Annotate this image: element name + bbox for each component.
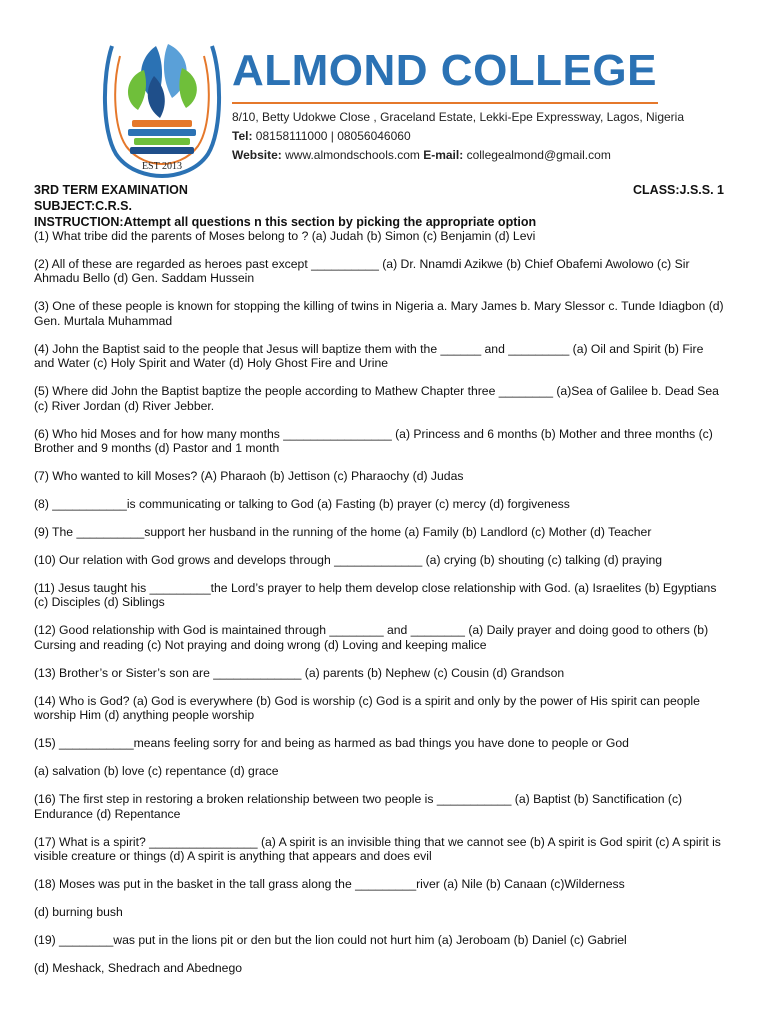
telephone-line <box>232 129 411 143</box>
question: (19) ________was put in the lions pit or den but the lion could not hurt him (a) Jeroboam (b) Daniel (c) Gabriel <box>34 933 627 948</box>
college-logo <box>98 36 226 178</box>
question: (3) One of these people is known for stopping the killing of twins in Nigeria a. Mary James b. Mary Slessor c. Tunde Idiagbon (d) Gen. Murtala Muhammad <box>34 299 724 328</box>
divider <box>232 102 658 104</box>
exam-heading <box>34 182 724 230</box>
est-year: EST 2013 <box>141 161 183 172</box>
question: (13) Brother’s or Sister’s son are _____________ (a) parents (b) Nephew (c) Cousin (d) Grandson <box>34 665 565 680</box>
question: (11) Jesus taught his _________the Lord’s prayer to help them develop close relationship with God. (a) Israelites (b) Egyptians (c) Disciples (d) Siblings <box>34 581 717 610</box>
question-list <box>34 229 724 989</box>
question: (18) Moses was put in the basket in the tall grass along the _________river (a) Nile (b) Canaan (c)Wilderness <box>34 877 625 892</box>
website: www.almondschools.com <box>285 148 420 162</box>
question: (15) ___________means feeling sorry for and being as harmed as bad things you have done to people or God <box>34 736 629 751</box>
question: (8) ___________is communicating or talking to God (a) Fasting (b) prayer (c) mercy (d) forgiveness <box>34 497 570 512</box>
question-options: (d) Meshack, Shedrach and Abednego <box>34 961 243 976</box>
subject-label: SUBJECT:C.R.S. <box>34 199 132 213</box>
tel-numbers: 08158111000 | 08056046060 <box>255 129 411 143</box>
school-header <box>98 28 684 180</box>
address: 8/10, Betty Udokwe Close , Graceland Estate, Lekki-Epe Expressway, Lagos, Nigeria <box>232 110 684 124</box>
contact-line <box>232 148 611 162</box>
question: (5) Where did John the Baptist baptize the people according to Mathew Chapter three ________ (a)Sea of Galilee b. Dead Sea (c) River Jordan (d) River Jebber. <box>34 384 719 413</box>
question: (6) Who hid Moses and for how many months ________________ (a) Princess and 6 months (b) Mother and three months (c) Brother and 9 months (d) Pastor and 1 month <box>34 426 713 456</box>
question: (9) The __________support her husband in the running of the home (a) Family (b) Landlord (c) Mother (d) Teacher <box>34 525 652 540</box>
question: (7) Who wanted to kill Moses? (A) Pharaoh (b) Jettison (c) Pharaochy (d) Judas <box>34 469 464 484</box>
email: collegealmond@gmail.com <box>466 148 611 162</box>
website-label: Website: <box>232 148 282 162</box>
question-options: (a) salvation (b) love (c) repentance (d) grace <box>34 764 279 779</box>
question: (16) The first step in restoring a broken relationship between two people is ___________ (a) Baptist (b) Sanctification (c) Endurance (d) Repentance <box>34 792 683 821</box>
question-options: (d) burning bush <box>34 905 123 920</box>
question: (1) What tribe did the parents of Moses belong to ? (a) Judah (b) Simon (c) Benjamin (d) Levi <box>34 229 536 243</box>
question: (14) Who is God? (a) God is everywhere (b) God is worship (c) God is a spirit and only by the power of His spirit can people worship Him (d) anything people worship <box>34 693 700 723</box>
college-name: ALMOND COLLEGE <box>232 46 657 95</box>
question: (2) All of these are regarded as heroes past except __________ (a) Dr. Nnamdi Azikwe (b) Chief Obafemi Awolowo (c) Sir Ahmadu Bello (d) Gen. Saddam Hussein <box>34 257 690 286</box>
class-label: CLASS:J.S.S. 1 <box>633 183 724 197</box>
question: (4) John the Baptist said to the people that Jesus will baptize them with the ______ and _________ (a) Oil and Spirit (b) Fire and Water (c) Holy Spirit and Water (d) Holy Ghost Fire and Urine <box>34 341 704 371</box>
instruction: INSTRUCTION:Attempt all questions n this section by picking the appropriate option <box>34 215 537 229</box>
question: (12) Good relationship with God is maintained through ________ and ________ (a) Daily prayer and doing good to others (b) Cursing and reading (c) Not praying and doing wrong (d) Loving and keeping malice <box>34 623 709 652</box>
question: (17) What is a spirit? ________________ (a) A spirit is an invisible thing that we cannot see (b) A spirit is God spirit (c) A spirit is visible creature or things (d) A spirit is anything that appears and does evil <box>34 834 721 864</box>
email-label: E-mail: <box>423 148 464 162</box>
exam-term: 3RD TERM EXAMINATION <box>34 183 188 197</box>
question: (10) Our relation with God grows and develops through _____________ (a) crying (b) shouting (c) talking (d) praying <box>34 553 663 568</box>
tel-label: Tel: <box>232 129 253 143</box>
